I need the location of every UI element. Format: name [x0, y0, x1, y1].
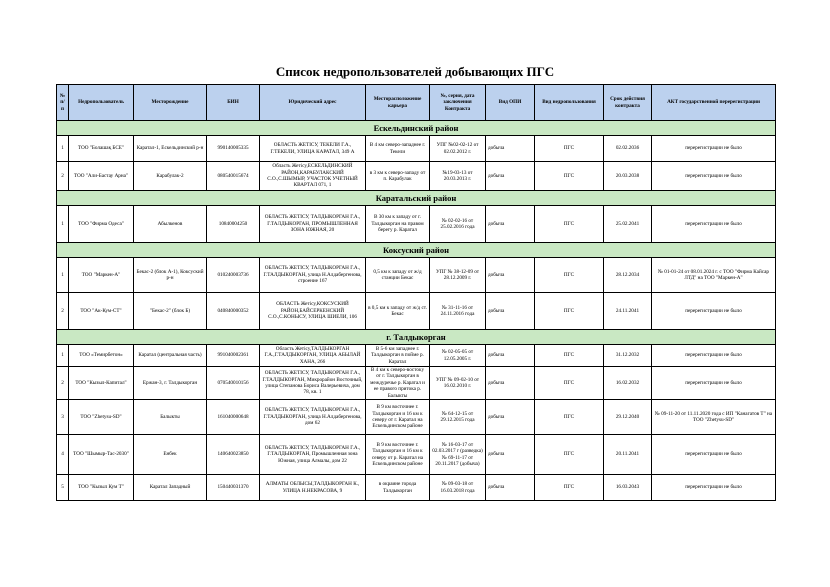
- region-name: Коксуский район: [57, 243, 776, 258]
- cell-opi: добыча: [486, 293, 535, 330]
- region-row: [57, 121, 776, 136]
- cell-act: № 01-01-24 от 08.01.2024 г. с ТОО "Фирма Кайсар ЛТД" на ТОО "Маркен-А": [652, 258, 776, 293]
- region-name: Каратальский район: [57, 191, 776, 206]
- cell-use: ПГС: [535, 400, 604, 435]
- header-deposit: Месторождение: [134, 85, 207, 121]
- table-row: [57, 258, 776, 293]
- cell-use: ПГС: [535, 293, 604, 330]
- cell-location: в 0,5 км к западу от ж/д ст. Бекас: [366, 293, 430, 330]
- cell-opi: добыча: [486, 206, 535, 243]
- cell-user: ТОО "Али-Бастау Арна": [69, 162, 134, 191]
- cell-opi: добыча: [486, 435, 535, 475]
- cell-contract: № 02-05-05 от 12.05.2005 г.: [430, 345, 486, 367]
- cell-term: 16.02.2032: [604, 367, 652, 400]
- cell-term: 20.03.2038: [604, 162, 652, 191]
- cell-num: 3: [57, 400, 69, 435]
- region-name: Ескельдинский район: [57, 121, 776, 136]
- cell-term: 31.12.2032: [604, 345, 652, 367]
- cell-opi: добыча: [486, 136, 535, 162]
- cell-deposit: Енбек: [134, 435, 207, 475]
- cell-contract: № 16-03-17 от 02.03.2017 г (разведка) № 69-11-17 от 20.11.2017 (добыча): [430, 435, 486, 475]
- subsoil-users-table: [56, 84, 776, 501]
- cell-use: ПГС: [535, 206, 604, 243]
- cell-user: ТОО "Болашақ БСЕ": [69, 136, 134, 162]
- table-row: [57, 293, 776, 330]
- cell-bin: 080540015674: [207, 162, 260, 191]
- cell-deposit: Ержан-3, г. Талдыкорган: [134, 367, 207, 400]
- cell-address: АЛМАТЫ ОБЛЫСЫ,ТАЛДЫКОРГАН К., УЛИЦА Н.НЕКРАСОВА, 9: [260, 475, 366, 501]
- cell-bin: 140640023850: [207, 435, 260, 475]
- header-opi: Вид ОПИ: [486, 85, 535, 121]
- cell-user: ТОО "Шымыр-Тас-2030": [69, 435, 134, 475]
- cell-contract: УПГ №02-02-12 от 02.02.2012 г.: [430, 136, 486, 162]
- cell-location: В 30 км к западу от г. Талдыкорган на правом берегу р. Каратал: [366, 206, 430, 243]
- cell-address: Область Жетісу,ТАЛДЫКОРГАН Г.А.,Г.ТАЛДЫКОРГАН, УЛИЦА АБЫЛАЙ ХАНА, 266: [260, 345, 366, 367]
- cell-term: 16.03.2043: [604, 475, 652, 501]
- region-row: [57, 191, 776, 206]
- region-name: г. Талдыкорган: [57, 330, 776, 345]
- cell-act: перерегистрации не было: [652, 293, 776, 330]
- cell-bin: 161040000648: [207, 400, 260, 435]
- cell-location: В 4 км к северо-востоку от г. Талдыкорган в междуречье р. Каратал и ее правого притока р. Балыкты: [366, 367, 430, 400]
- cell-location: В 9 км восточнее г. Талдыкорган и 16 км к северу от г. Каратал на Ескельдинском районе: [366, 400, 430, 435]
- header-address: Юридический адрес: [260, 85, 366, 121]
- cell-user: ТОО «Темирбетон»: [69, 345, 134, 367]
- cell-contract: №19-03-13 от 20.03.2013 г.: [430, 162, 486, 191]
- cell-use: ПГС: [535, 258, 604, 293]
- cell-deposit: Каратал Западный: [134, 475, 207, 501]
- header-location: Месторасположение карьера: [366, 85, 430, 121]
- table-row: [57, 400, 776, 435]
- cell-address: ОБЛАСТЬ Жетісу,КОКСУСКИЙ РАЙОН,БАЙСЕРКЕНСКИЙ С.О.,С.КОНЫСУ, УЛИЦА ШИЕЛИ, 106: [260, 293, 366, 330]
- cell-bin: 10840004250: [207, 206, 260, 243]
- cell-act: перерегистрации не было: [652, 475, 776, 501]
- cell-num: 1: [57, 206, 69, 243]
- header-contract: №, серия, дата заключения Контракта: [430, 85, 486, 121]
- cell-location: в окраине города Талдыкорган: [366, 475, 430, 501]
- cell-user: ТОО "Ак-Кум-СТ": [69, 293, 134, 330]
- cell-opi: добыча: [486, 258, 535, 293]
- cell-use: ПГС: [535, 345, 604, 367]
- cell-term: 02.02.2036: [604, 136, 652, 162]
- cell-bin: 010240003736: [207, 258, 260, 293]
- cell-deposit: Каратал (центральная часть): [134, 345, 207, 367]
- header-bin: БИН: [207, 85, 260, 121]
- cell-user: ТОО "Кызыл-Капитал": [69, 367, 134, 400]
- cell-location: 0,5 км к западу от ж/д станции Бекас: [366, 258, 430, 293]
- cell-opi: добыча: [486, 345, 535, 367]
- cell-term: 24.11.2041: [604, 293, 652, 330]
- cell-address: ОБЛАСТЬ ЖЕТІСУ, ТАЛДЫКОРГАН Г.А., Г.ТАЛДЫКОРГАН, улица Н.Алдабергенова, дом 62: [260, 400, 366, 435]
- cell-contract: № 09-03-18 от 16.03.2018 года: [430, 475, 486, 501]
- cell-num: 5: [57, 475, 69, 501]
- cell-term: 20.11.2041: [604, 435, 652, 475]
- page-title: Список недропользователей добывающих ПГС: [275, 64, 555, 79]
- cell-address: ОБЛАСТЬ ЖЕТІСУ, ТАЛДЫКОРГАН Г.А., Г.ТАЛДЫКОРГАН, ПРОМЫШЛЕННАЯ ЗОНА ЮЖНАЯ, 20: [260, 206, 366, 243]
- cell-user: ТОО "Кызыл Кум Т": [69, 475, 134, 501]
- cell-contract: № 64-12-15 от 29.12.2015 года: [430, 400, 486, 435]
- cell-term: 28.12.2034: [604, 258, 652, 293]
- cell-num: 1: [57, 258, 69, 293]
- cell-act: № 09-11-20 от 11.11.2020 года с ИП "Канагатов Т" на ТОО "Zhetysu-SD": [652, 400, 776, 435]
- cell-opi: добыча: [486, 162, 535, 191]
- header-user: Недропользователь: [69, 85, 134, 121]
- cell-bin: 991040002361: [207, 345, 260, 367]
- table-row: [57, 136, 776, 162]
- header-row: [57, 85, 776, 121]
- cell-num: 4: [57, 435, 69, 475]
- cell-act: перерегистрации не было: [652, 345, 776, 367]
- cell-use: ПГС: [535, 435, 604, 475]
- cell-location: В 9 км восточнее г. Талдыкорган и 16 км к северу от р. Каратал на Ескельдинском районе: [366, 435, 430, 475]
- cell-address: ОБЛАСТЬ ЖЕТІСУ, ТАЛДЫКОРГАН Г.А., Г.ТАЛДЫКОРГАН, Промышленная зона Южная, улица Алмалы, дом 22: [260, 435, 366, 475]
- cell-bin: 990140005335: [207, 136, 260, 162]
- cell-address: ОБЛАСТЬ ЖЕТІСУ, ТЕКЕЛИ Г.А., Г.ТЕКЕЛИ, УЛИЦА КАРАТАЛ, 349 А: [260, 136, 366, 162]
- header-term: Срок действия контракта: [604, 85, 652, 121]
- table-row: [57, 475, 776, 501]
- cell-deposit: Абылкенов: [134, 206, 207, 243]
- cell-deposit: Каратал-1, Ескельдинский р-н: [134, 136, 207, 162]
- cell-use: ПГС: [535, 475, 604, 501]
- cell-location: В 4 км северо-западнее г. Текели: [366, 136, 430, 162]
- table-row: [57, 206, 776, 243]
- cell-use: ПГС: [535, 136, 604, 162]
- cell-contract: № 31-11-16 от 24.11.2016 года: [430, 293, 486, 330]
- region-row: [57, 243, 776, 258]
- cell-term: 29.12.2040: [604, 400, 652, 435]
- header-act: АКТ государственной перерегистрации: [652, 85, 776, 121]
- table-body: [57, 121, 776, 501]
- cell-address: Область Жетісу,ЕСКЕЛЬДИНСКИЙ РАЙОН,КАРАБУЛАКСКИЙ С.О.,С.ШЫМЫР, УЧАСТОК УЧЕТНЫЙ КВАРТАЛ 071, 1: [260, 162, 366, 191]
- table-row: [57, 345, 776, 367]
- region-row: [57, 330, 776, 345]
- cell-act: перерегистрации не было: [652, 206, 776, 243]
- cell-num: 2: [57, 293, 69, 330]
- cell-location: В 5-6 км западнее г. Талдыкорган в пойме р. Каратал: [366, 345, 430, 367]
- cell-user: ТОО "Фирма Одеса": [69, 206, 134, 243]
- cell-act: перерегистрации не было: [652, 162, 776, 191]
- cell-address: ОБЛАСТЬ ЖЕТІСУ, ТАЛДЫКОРГАН Г.А., Г.ТАЛДЫКОРГАН, Микрорайон Восточный, улица Степанова Бориса Валерьевича, дом 78, кв. 1: [260, 367, 366, 400]
- cell-act: перерегистрации не было: [652, 435, 776, 475]
- cell-opi: добыча: [486, 367, 535, 400]
- table-row: [57, 367, 776, 400]
- cell-opi: добыча: [486, 400, 535, 435]
- table-row: [57, 435, 776, 475]
- cell-address: ОБЛАСТЬ ЖЕТІСУ, ТАЛДЫКОРГАН Г.А., Г.ТАЛДЫКОРГАН, улица Н.Алдабергенова, строение 167: [260, 258, 366, 293]
- cell-deposit: Бекас-2 (блок А-1), Коксуский р-н: [134, 258, 207, 293]
- cell-bin: 150440031370: [207, 475, 260, 501]
- cell-act: перерегистрации не было: [652, 136, 776, 162]
- cell-deposit: "Бекас-2" (блок Б): [134, 293, 207, 330]
- cell-location: в 3 км к северо-западу от п. Карабулак: [366, 162, 430, 191]
- cell-term: 25.02.2041: [604, 206, 652, 243]
- table-row: [57, 162, 776, 191]
- cell-num: 1: [57, 136, 69, 162]
- cell-num: 2: [57, 162, 69, 191]
- cell-use: ПГС: [535, 162, 604, 191]
- header-num: № п/п: [57, 85, 69, 121]
- cell-contract: УПГ № 09-02-10 от 16.02.2010 г.: [430, 367, 486, 400]
- cell-bin: 070540010156: [207, 367, 260, 400]
- cell-use: ПГС: [535, 367, 604, 400]
- cell-contract: УПГ № 38-12-09 от 28.12.2009 г.: [430, 258, 486, 293]
- cell-user: ТОО "Zhetysu-SD": [69, 400, 134, 435]
- cell-act: перерегистрации не было: [652, 367, 776, 400]
- cell-bin: 040840000352: [207, 293, 260, 330]
- cell-opi: добыча: [486, 475, 535, 501]
- cell-num: 1: [57, 345, 69, 367]
- cell-deposit: Карабулак-2: [134, 162, 207, 191]
- cell-deposit: Балыкты: [134, 400, 207, 435]
- cell-user: ТОО "Маркен-А": [69, 258, 134, 293]
- cell-contract: № 02-02-16 от 25.02.2016 года: [430, 206, 486, 243]
- header-use: Вид недропользования: [535, 85, 604, 121]
- cell-num: 2: [57, 367, 69, 400]
